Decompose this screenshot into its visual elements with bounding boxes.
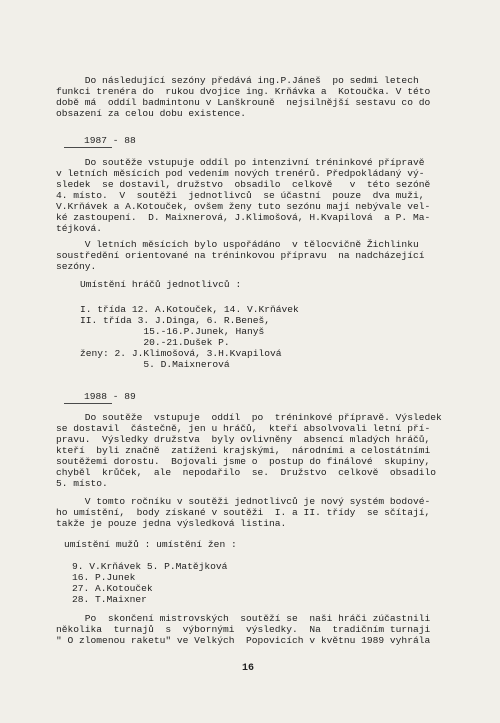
paragraph-line: 5. místo. [56,478,108,489]
results-line: ženy: 2. J.Klimošová, 3.H.Kvapilová [80,348,282,359]
paragraph-line: se dostavil částečně, jen u hráčů, kteří absolvovali letní pří- [56,423,431,434]
intro-line: Do následující sezóny předává ing.P.Jáneš po sedmi letech [56,75,419,86]
intro-line: funkci trenéra do rukou dvojice ing. Krňávka a Kotoučka. V této [56,86,431,97]
results-line: 27. A.Kotouček [72,583,153,594]
paragraph-line: V tomto ročníku v soutěži jednotlivců je nový systém bodové- [56,496,431,507]
results-label: umístění mužů : umístění žen : [64,539,237,550]
intro-line: obsazení za celou dobu existence. [56,108,246,119]
paragraph-line: několika turnajů s výbornými výsledky. Na tradičním turnaji [56,624,431,635]
intro-line: době má oddíl badmintonu v Lanškrouně nejsilnější sestavu co do [56,97,431,108]
paragraph-line: takže je pouze jedna výsledková listina. [56,518,287,529]
results-line: 15.-16.P.Junek, Hanyš [80,326,265,337]
paragraph-line: pravu. Výsledky družstva byly ovlivněny absencí mladých hráčů, [56,434,431,445]
results-line: 28. T.Maixner [72,594,147,605]
season-heading-1988-89: 1988 - 89 [84,391,136,402]
results-line: II. třída 3. J.Dinga, 6. R.Beneš, [80,315,270,326]
paragraph-line: " O zlomenou raketu" ve Velkých Popovicích v květnu 1989 vyhrála [56,635,431,646]
paragraph-line: soustředění orientované na tréninkovou přípravu na nadcházející [56,250,425,261]
season-heading-1987-88: 1987 - 88 [84,135,136,146]
results-line: 20.-21.Dušek P. [80,337,230,348]
paragraph-line: ho umístění, body získané v soutěži I. a II. třídy se sčítají, [56,507,431,518]
paragraph-line: sledek se dostavil, družstvo obsadilo celkově v této sezóně [56,179,431,190]
heading-underline [64,403,112,404]
heading-underline [64,147,112,148]
paragraph-line: chyběl krůček, ale nepodařilo se. Družstvo celkově obsadilo [56,467,436,478]
paragraph-line: V letních měsících bylo uspořádáno v tělocvičně Žichlinku [56,239,419,250]
paragraph-line: ké zastoupení. D. Maixnerová, J.Klimošová, H.Kvapilová a P. Ma- [56,212,431,223]
results-line: I. třída 12. A.Kotouček, 14. V.Krňávek [80,304,299,315]
paragraph-line: v letních měsících pod vedením nových trenérů. Předpokládaný vý- [56,168,425,179]
page-number: 16 [242,663,255,674]
paragraph-line: soutěžemi dorostu. Bojovali jsme o postup do finálové skupiny, [56,456,431,467]
paragraph-line: Do soutěže vstupuje oddíl po tréninkové přípravě. Výsledek [56,412,442,423]
results-label: Umístění hráčů jednotlivců : [80,279,242,290]
results-line: 9. V.Krňávek 5. P.Matějková [72,561,228,572]
results-line: 5. D.Maixnerová [80,359,230,370]
paragraph-line: Po skončení mistrovských soutěží se naši hráči zúčastnili [56,613,431,624]
paragraph-line: 4. místo. V soutěži jednotlivců se účastní pouze dva muži, [56,190,425,201]
paragraph-line: téjková. [56,223,103,234]
results-line: 16. P.Junek [72,572,136,583]
paragraph-line: kteří byli značně zatíženi krajskými, národními a celostátními [56,445,431,456]
paragraph-line: sezóny. [56,261,97,272]
paragraph-line: V.Krňávek a A.Kotouček, ovšem ženy tuto sezónu mají nebývale vel- [56,201,431,212]
paragraph-line: Do soutěže vstupuje oddíl po intenzivní tréninkové přípravě [56,157,425,168]
